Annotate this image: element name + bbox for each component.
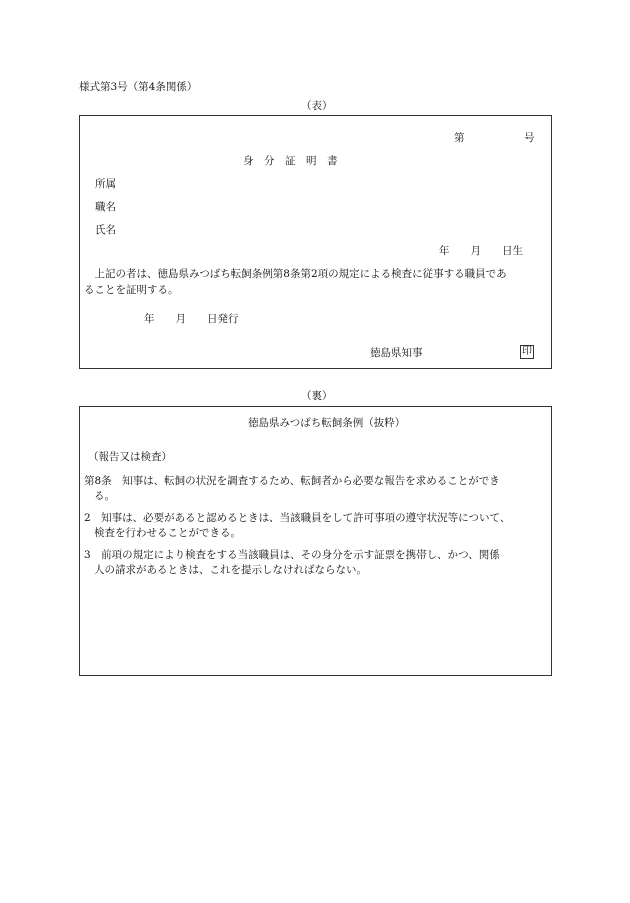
field-name: 氏名 (95, 224, 116, 236)
issue-date: 年 月 日発行 (144, 313, 239, 325)
certificate-title: 身 分 証 明 書 (243, 155, 338, 167)
number-suffix: 号 (524, 132, 535, 144)
clause-3-line-2: 人の請求があるときは、これを提示しなければならない。 (94, 564, 367, 576)
field-position: 職名 (95, 201, 116, 213)
clause-2-line-1: 2 知事は、必要があると認めるときは、当該職員をして許可事項の遵守状況等について、 (84, 512, 511, 524)
field-affiliation: 所属 (95, 178, 116, 190)
seal-mark (520, 344, 534, 359)
front-card (79, 115, 552, 369)
statement-line-2: ることを証明する。 (84, 284, 179, 296)
section-heading: （報告又は検査） (88, 451, 172, 463)
form-label: 様式第3号（第4条関係） (79, 81, 198, 93)
ordinance-title: 徳島県みつばち転飼条例（抜粋） (248, 417, 406, 429)
article-8-line-2: る。 (94, 490, 115, 502)
front-caption: （表） (301, 100, 333, 112)
seal-label: 印 (522, 346, 532, 357)
number-prefix: 第 (454, 132, 465, 144)
back-caption: （裏） (301, 390, 333, 402)
issuer: 徳島県知事 (370, 347, 423, 359)
statement-line-1: 上記の者は、徳島県みつばち転飼条例第8条第2項の規定による検査に従事する職員であ (84, 268, 507, 280)
birth-date-line: 年 月 日生 (439, 245, 523, 257)
article-8-line-1: 第8条 知事は、転飼の状況を調査するため、転飼者から必要な報告を求めることができ (84, 475, 500, 487)
clause-2-line-2: 検査を行わせることができる。 (94, 527, 241, 539)
clause-3-line-1: 3 前項の規定により検査をする当該職員は、その身分を示す証票を携帯し、かつ、関係 (84, 549, 500, 561)
back-card (79, 406, 552, 676)
